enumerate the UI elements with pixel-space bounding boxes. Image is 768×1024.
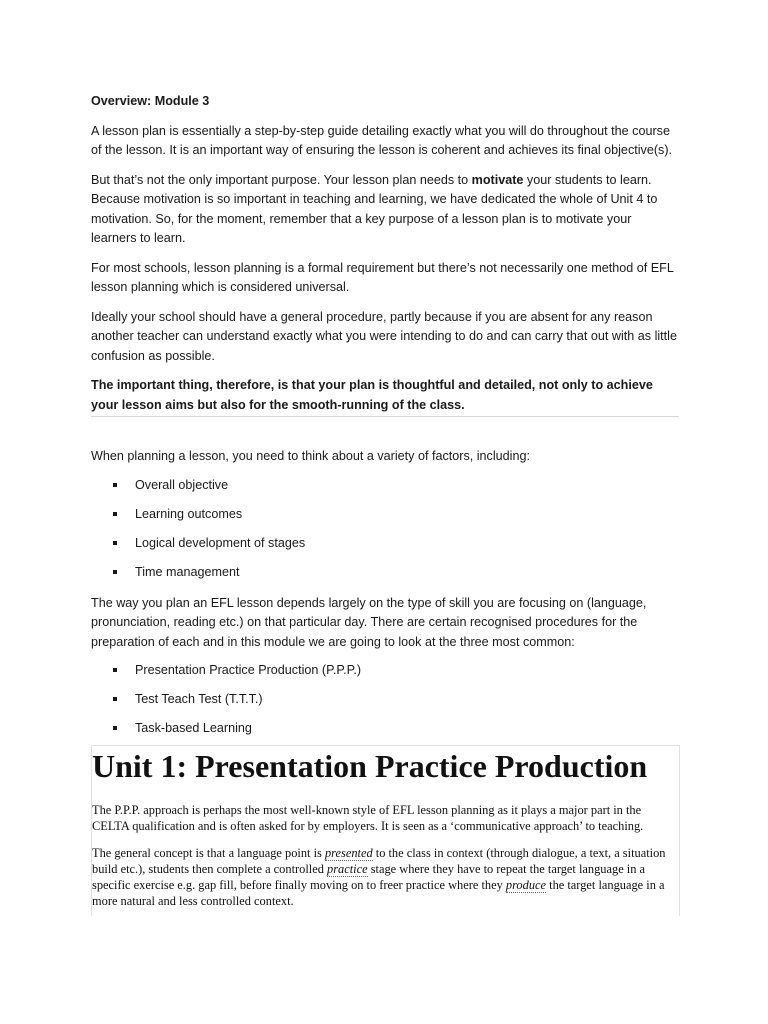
- factors-section: [91, 447, 679, 756]
- overview-paragraph-3: For most schools, lesson planning is a formal requirement but there’s not necessarily one method of EFL lesson planning which is considered universal.: [91, 260, 674, 294]
- methods-list: [91, 661, 679, 748]
- overview-title: Overview: Module 3: [91, 94, 210, 108]
- factors-paragraph: The way you plan an EFL lesson depends largely on the type of skill you are focusing on (language, pronunciation, reading etc.) on that particular day. There are certain recognised procedures for the preparation of each and in this module we are going to look at the three most common:: [91, 595, 647, 649]
- motivate-bold: motivate: [471, 172, 524, 187]
- list-item: Time management: [91, 563, 679, 592]
- bullet-icon: [113, 541, 117, 545]
- section-divider: [91, 416, 679, 417]
- list-item: Learning outcomes: [91, 505, 679, 534]
- factors-intro: When planning a lesson, you need to think about a variety of factors, including:: [91, 449, 530, 463]
- bullet-icon: [113, 483, 117, 487]
- list-item: Test Teach Test (T.T.T.): [91, 690, 679, 719]
- unit1-paragraph-2: The general concept is that a language point is presented to the class in context (through dialogue, a text, a situation build etc.), students then complete a controlled practice stage where they have to repeat the target language in a specific exercise e.g. gap fill, before finally moving on to freer practice where they produce the target language in a more natural and less controlled context.: [92, 846, 666, 908]
- produce-emphasis: produce: [505, 878, 547, 892]
- overview-section: [91, 92, 679, 415]
- bullet-icon: [113, 668, 117, 672]
- p2-text-after: your students to learn. Because motivation is so important in teaching and learning, we have dedicated the whole of Unit 4 to motivation. So, for the moment, remember that a key purpose of a lesson plan is to motivate your learners to learn.: [91, 172, 658, 245]
- overview-paragraph-5: The important thing, therefore, is that your plan is thoughtful and detailed, not only to achieve your lesson aims but also for the smooth-running of the class.: [91, 378, 653, 412]
- list-item: Overall objective: [91, 476, 679, 505]
- list-item: Presentation Practice Production (P.P.P.): [91, 661, 679, 690]
- presented-emphasis: presented: [324, 846, 373, 860]
- bullet-icon: [113, 697, 117, 701]
- list-item: Logical development of stages: [91, 534, 679, 563]
- p2-text-before: But that’s not the only important purpose. Your lesson plan needs to: [91, 172, 472, 187]
- bullet-icon: [113, 726, 117, 730]
- unit1-box: [91, 745, 680, 916]
- unit1-heading: Unit 1: Presentation Practice Production: [92, 748, 648, 784]
- factors-list: [91, 476, 679, 592]
- unit1-paragraph-1: The P.P.P. approach is perhaps the most well-known style of EFL lesson planning as it plays a major part in the CELTA qualification and is often asked for by employers. It is seen as a ‘communicative approach’ to teaching.: [92, 803, 644, 833]
- bullet-icon: [113, 570, 117, 574]
- overview-paragraph-2: [91, 171, 679, 249]
- overview-paragraph-4: Ideally your school should have a general procedure, partly because if you are absent for any reason another teacher can understand exactly what you were intending to do and can carry that out with as little confusion as possible.: [91, 309, 677, 363]
- list-item: Task-based Learning: [91, 719, 679, 748]
- practice-emphasis: practice: [327, 862, 368, 876]
- overview-paragraph-1: A lesson plan is essentially a step-by-step guide detailing exactly what you will do throughout the course of the lesson. It is an important way of ensuring the lesson is coherent and achieves its final objective(s).: [91, 123, 673, 157]
- bullet-icon: [113, 512, 117, 516]
